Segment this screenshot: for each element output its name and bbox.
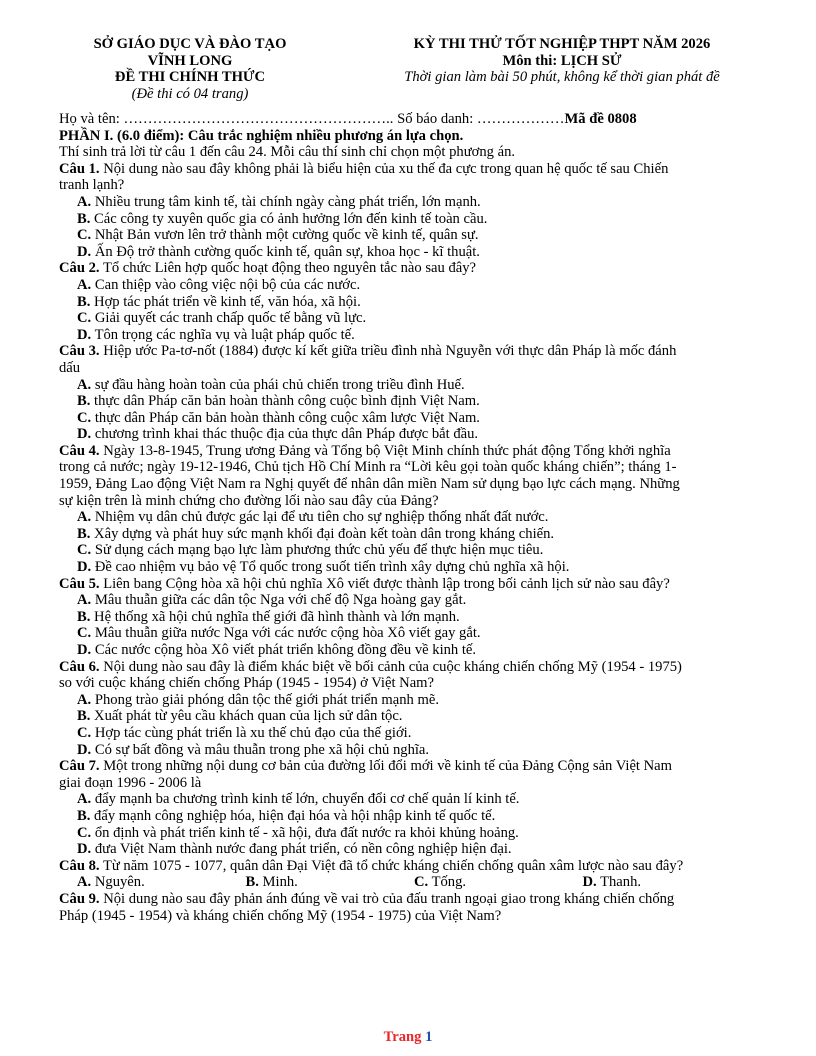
- answer-option: [59, 559, 751, 576]
- question-text: giai đoạn 1996 - 2006 là: [59, 774, 202, 791]
- option-text: Hợp tác phát triển về kinh tế, văn hóa, xã hội.: [94, 293, 361, 310]
- option-letter: D.: [77, 559, 92, 576]
- answer-option: [59, 791, 751, 808]
- section-title: PHẦN I. (6.0 điểm): Câu trắc nghiệm nhiều phương án lựa chọn.: [59, 127, 464, 144]
- official-exam-label: ĐỀ THI CHÍNH THỨC: [114, 69, 266, 86]
- exam-content: [59, 111, 751, 924]
- question-label: Câu 1.: [59, 160, 100, 177]
- option-letter: D.: [77, 642, 92, 658]
- answer-option: [59, 244, 751, 261]
- question-stem-line: [59, 891, 751, 908]
- question-text: Một trong những nội dung cơ bản của đường lối đổi mới về kinh tế của Đảng Cộng sản Việt Nam: [103, 758, 672, 775]
- option-letter: D.: [77, 243, 92, 260]
- candidate-info-line: [59, 111, 751, 128]
- question-text: Liên bang Cộng hòa xã hội chủ nghĩa Xô viết được thành lập trong bối cảnh lịch sử nào sau đây?: [103, 575, 670, 592]
- option-text: Nhiều trung tâm kinh tế, tài chính ngày càng phát triển, lớn mạnh.: [94, 193, 481, 210]
- option-letter: D.: [582, 874, 597, 891]
- option-text: sự đầu hàng hoàn toàn của phái chủ chiến trong triều đình Huế.: [94, 376, 465, 393]
- question-label: Câu 3.: [59, 343, 100, 360]
- page-count-note: (Đề thi có 04 trang): [131, 85, 249, 102]
- question-3: [59, 343, 751, 443]
- header-left: [60, 36, 320, 102]
- option-text: Hệ thống xã hội chủ nghĩa thế giới đã hình thành và lớn mạnh.: [94, 608, 460, 625]
- answer-option: [59, 692, 751, 709]
- question-stem-line: [59, 260, 751, 277]
- answer-option: [59, 310, 751, 327]
- answer-option: [59, 194, 751, 211]
- answer-option: [59, 509, 751, 526]
- question-stem-line: [59, 360, 751, 377]
- question-text: Tổ chức Liên hợp quốc hoạt động theo nguyên tắc nào sau đây?: [102, 260, 476, 277]
- question-stem-line: [59, 443, 751, 460]
- option-text: Đề cao nhiệm vụ bảo vệ Tổ quốc trong suốt tiến trình xây dựng chủ nghĩa xã hội.: [94, 559, 570, 576]
- department-name: SỞ GIÁO DỤC VÀ ĐÀO TẠO: [93, 36, 287, 52]
- answer-option: [59, 542, 751, 559]
- answer-option: [59, 808, 751, 825]
- question-stem-line: [59, 161, 751, 178]
- question-list: [59, 161, 751, 924]
- answer-option: [59, 410, 751, 427]
- option-letter: C.: [414, 874, 429, 891]
- option-text: Mâu thuẫn giữa nước Nga với các nước cộng hòa Xô viết gay gắt.: [94, 625, 481, 642]
- question-label: Câu 7.: [59, 758, 100, 775]
- answer-option: [59, 377, 751, 394]
- question-text: dấu: [59, 359, 81, 376]
- question-6: [59, 659, 751, 759]
- question-stem-line: [59, 177, 751, 194]
- header-right: [352, 36, 772, 86]
- option-letter: B.: [245, 874, 259, 891]
- question-text: tranh lạnh?: [59, 177, 125, 194]
- question-text: 1959, Đảng Lao động Việt Nam ra Nghị quyết để nhân dân miền Nam sử dụng bạo lực cách mạng. Những: [59, 476, 680, 493]
- option-text: Nguyên.: [94, 874, 145, 891]
- answer-option: [59, 277, 751, 294]
- answer-option: [59, 725, 751, 742]
- question-stem-line: [59, 493, 751, 510]
- question-text: sự kiện trên là minh chứng cho đường lối nào sau đây của Đảng?: [59, 492, 439, 509]
- question-stem-line: [59, 459, 751, 476]
- answer-option: [59, 526, 751, 543]
- option-text: Nhật Bản vươn lên trở thành một cường quốc về kinh tế, quân sự.: [94, 227, 479, 244]
- answer-option: [246, 874, 415, 891]
- answer-option: [59, 841, 751, 858]
- option-text: Các công ty xuyên quốc gia có ảnh hưởng lớn đến kinh tế toàn cầu.: [94, 210, 488, 227]
- option-letter: C.: [77, 310, 92, 327]
- option-letter: D.: [77, 741, 92, 758]
- question-label: Câu 4.: [59, 442, 100, 459]
- answer-option: [59, 708, 751, 725]
- answer-option: [59, 625, 751, 642]
- question-2: [59, 260, 751, 343]
- option-letter: C.: [77, 724, 92, 741]
- answer-option: [77, 874, 246, 891]
- section-instructions: Thí sinh trả lời từ câu 1 đến câu 24. Mỗi câu thí sinh chỉ chọn một phương án.: [59, 144, 516, 161]
- answer-option: [59, 609, 751, 626]
- option-text: chương trình khai thác thuộc địa của thực dân Pháp được bắt đầu.: [94, 426, 479, 443]
- question-label: Câu 9.: [59, 890, 100, 907]
- option-text: Can thiệp vào công việc nội bộ của các nước.: [94, 276, 361, 293]
- answer-option: [59, 426, 751, 443]
- question-stem-line: [59, 675, 751, 692]
- option-text: đưa Việt Nam thành nước đang phát triển, có nền công nghiệp hiện đại.: [94, 841, 512, 858]
- question-label: Câu 5.: [59, 575, 100, 592]
- question-text: Nội dung nào sau đây phản ánh đúng về vai trò của đấu tranh ngoại giao trong kháng chiến chống: [103, 890, 675, 907]
- option-letter: C.: [77, 824, 92, 841]
- option-letter: B.: [77, 708, 91, 725]
- question-stem-line: [59, 343, 751, 360]
- option-text: Xây dựng và phát huy sức mạnh khối đại đoàn kết toàn dân trong kháng chiến.: [94, 525, 555, 542]
- option-text: Hợp tác cùng phát triển là xu thế chủ đạo của thế giới.: [94, 724, 412, 741]
- option-letter: C.: [77, 227, 92, 244]
- province-name: VĨNH LONG: [147, 52, 233, 69]
- answer-option: [414, 874, 583, 891]
- option-text: ổn định và phát triển kinh tế - xã hội, đưa đất nước ra khỏi khủng hoảng.: [94, 824, 519, 841]
- answer-option: [59, 211, 751, 228]
- option-letter: A.: [77, 791, 92, 808]
- question-9: [59, 891, 751, 924]
- option-letter: A.: [77, 509, 92, 526]
- page-number: 1: [425, 1029, 433, 1045]
- question-stem-line: [59, 775, 751, 792]
- option-letter: B.: [77, 393, 91, 410]
- candidate-name-field: Họ và tên: ……………………………………………….. Số báo danh: ………………: [59, 111, 565, 127]
- option-letter: A.: [77, 691, 92, 708]
- question-5: [59, 576, 751, 659]
- exam-title: KỲ THI THỬ TỐT NGHIỆP THPT NĂM 2026: [413, 36, 711, 52]
- page-footer: [0, 1029, 816, 1046]
- question-stem-line: [59, 758, 751, 775]
- exam-header: [60, 36, 760, 110]
- option-letter: B.: [77, 525, 91, 542]
- exam-duration: Thời gian làm bài 50 phút, không kể thời gian phát đề: [404, 69, 720, 86]
- option-letter: C.: [77, 625, 92, 642]
- option-letter: B.: [77, 807, 91, 824]
- question-4: [59, 443, 751, 576]
- option-letter: A.: [77, 276, 92, 293]
- option-text: Có sự bất đồng và mâu thuẫn trong phe xã hội chủ nghĩa.: [94, 741, 430, 758]
- question-label: Câu 8.: [59, 857, 100, 874]
- question-8: [59, 858, 751, 891]
- question-stem-line: [59, 858, 751, 875]
- answer-option: [59, 393, 751, 410]
- answer-option-row: [59, 874, 751, 891]
- answer-option: [59, 642, 751, 659]
- option-text: Minh.: [262, 874, 298, 891]
- option-text: thực dân Pháp căn bản hoàn thành công cuộc xâm lược Việt Nam.: [94, 409, 480, 426]
- question-label: Câu 6.: [59, 658, 100, 675]
- option-text: đẩy mạnh công nghiệp hóa, hiện đại hóa và hội nhập kinh tế quốc tế.: [94, 807, 496, 824]
- exam-code: Mã đề 0808: [564, 111, 637, 127]
- option-letter: D.: [77, 841, 92, 858]
- option-letter: C.: [77, 542, 92, 559]
- answer-option: [59, 294, 751, 311]
- page-label: Trang: [383, 1029, 422, 1045]
- option-text: Phong trào giải phóng dân tộc thế giới phát triển mạnh mẽ.: [94, 691, 439, 708]
- answer-option: [59, 227, 751, 244]
- option-text: Xuất phát từ yêu cầu khách quan của lịch sử dân tộc.: [94, 708, 403, 725]
- option-text: đẩy mạnh ba chương trình kinh tế lớn, chuyển đổi cơ chế quản lí kinh tế.: [94, 791, 520, 808]
- question-text: trong cả nước; ngày 19-12-1946, Chủ tịch Hồ Chí Minh ra “Lời kêu gọi toàn quốc kháng chiến”; tháng 1-: [59, 459, 677, 476]
- question-label: Câu 2.: [59, 260, 100, 277]
- option-letter: B.: [77, 293, 91, 310]
- answer-option: [59, 327, 751, 344]
- option-text: Tôn trọng các nghĩa vụ và luật pháp quốc tế.: [94, 326, 355, 343]
- question-text: Ngày 13-8-1945, Trung ương Đảng và Tổng bộ Việt Minh chính thức phát động Tổng khởi nghĩa: [103, 442, 671, 459]
- question-text: Nội dung nào sau đây là điểm khác biệt về bối cảnh của cuộc kháng chiến chống Mỹ (1954 - 1975): [103, 658, 682, 675]
- option-letter: B.: [77, 608, 91, 625]
- question-stem-line: [59, 659, 751, 676]
- option-text: Các nước cộng hòa Xô viết phát triển không đồng đều về kinh tế.: [94, 642, 477, 658]
- question-text: Từ năm 1075 - 1077, quân dân Đại Việt đã tổ chức kháng chiến chống quân xâm lược nào sau đây?: [102, 857, 684, 874]
- option-text: Nhiệm vụ dân chủ được gác lại để ưu tiên cho sự nghiệp thống nhất đất nước.: [94, 509, 549, 526]
- option-letter: C.: [77, 409, 92, 426]
- question-text: Pháp (1945 - 1954) và kháng chiến chống Mỹ (1954 - 1975) của Việt Nam?: [59, 907, 502, 924]
- option-text: Giải quyết các tranh chấp quốc tế bằng vũ lực.: [94, 310, 367, 327]
- option-text: Tống.: [431, 874, 467, 891]
- option-text: Ấn Độ trở thành cường quốc kinh tế, quân sự, khoa học - kĩ thuật.: [94, 243, 480, 260]
- option-text: Sử dụng cách mạng bạo lực làm phương thức chủ yếu để thực hiện mục tiêu.: [94, 542, 544, 559]
- option-letter: A.: [77, 193, 92, 210]
- option-text: thực dân Pháp căn bản hoàn thành công cuộc bình định Việt Nam.: [94, 393, 480, 410]
- answer-option: [59, 742, 751, 759]
- option-letter: D.: [77, 426, 92, 443]
- question-text: so với cuộc kháng chiến chống Pháp (1945 - 1954) ở Việt Nam?: [59, 675, 434, 692]
- option-letter: D.: [77, 326, 92, 343]
- option-text: Mâu thuẫn giữa các dân tộc Nga với chế độ Nga hoàng gay gắt.: [94, 592, 467, 609]
- question-1: [59, 161, 751, 261]
- question-7: [59, 758, 751, 858]
- question-stem-line: [59, 476, 751, 493]
- question-text: Nội dung nào sau đây không phải là biểu hiện của xu thế đa cực trong quan hệ quốc tế sau Chiến: [103, 160, 669, 177]
- question-text: Hiệp ước Pa-tơ-nốt (1884) được kí kết giữa triều đình nhà Nguyễn với thực dân Pháp là mốc đánh: [103, 343, 677, 360]
- exam-subject: Môn thi: LỊCH SỬ: [502, 52, 622, 69]
- answer-option: [583, 874, 752, 891]
- question-stem-line: [59, 908, 751, 925]
- answer-option: [59, 825, 751, 842]
- answer-option: [59, 592, 751, 609]
- option-text: Thanh.: [600, 874, 642, 891]
- option-letter: A.: [77, 874, 92, 891]
- option-letter: A.: [77, 376, 92, 393]
- option-letter: B.: [77, 210, 91, 227]
- question-stem-line: [59, 576, 751, 593]
- option-letter: A.: [77, 592, 92, 609]
